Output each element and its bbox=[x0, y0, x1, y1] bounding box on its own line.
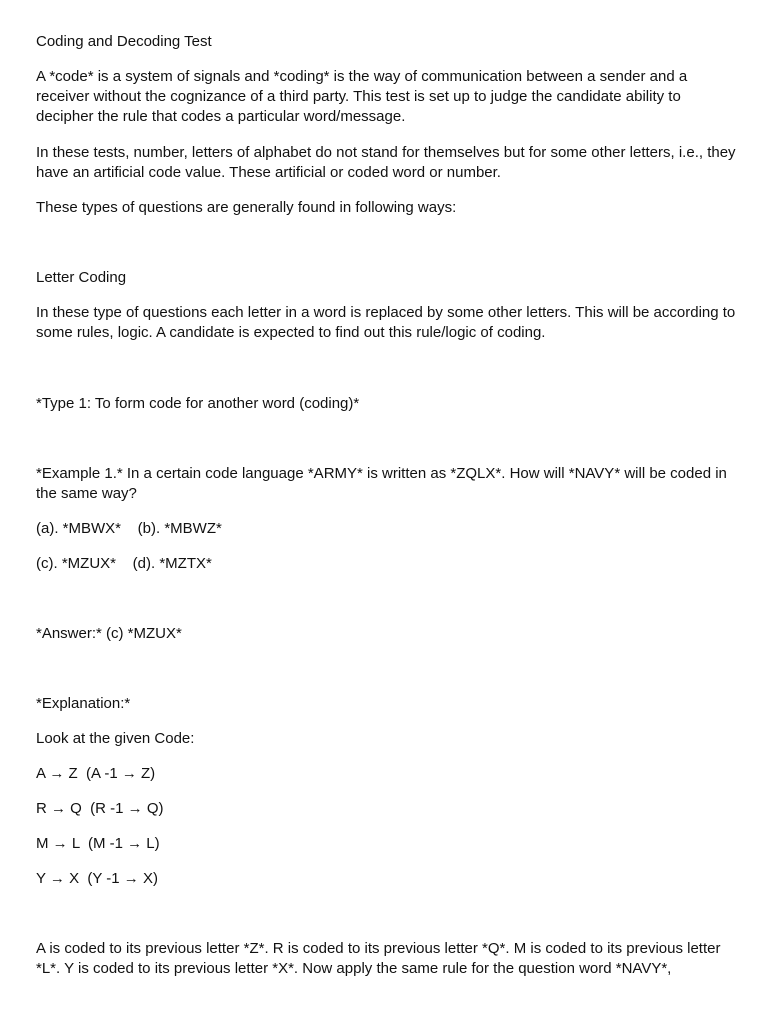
example-question: *Example 1.* In a certain code language *ARMY* is written as *ZQLX*. How will *NAVY* will be coded in the same way? bbox=[36, 465, 732, 502]
section-paragraph: In these type of questions each letter in a word is replaced by some other letters. This will be according to some rules, logic. A candidate is expected to find out this rule/logic of coding. bbox=[36, 304, 740, 341]
code-row: Y → X (Y -1 → X) bbox=[36, 870, 158, 887]
section-heading-letter-coding: Letter Coding bbox=[36, 269, 127, 286]
intro-paragraph-2: In these tests, number, letters of alphabet do not stand for themselves but for some other letters, i.e., they have an artificial code value. These artificial or coded word or number. bbox=[36, 144, 740, 181]
code-row: M → L (M -1 → L) bbox=[36, 835, 160, 852]
intro-paragraph-3: These types of questions are generally found in following ways: bbox=[36, 199, 457, 216]
answer-line: *Answer:* (c) *MZUX* bbox=[36, 625, 182, 642]
type-heading: *Type 1: To form code for another word (coding)* bbox=[36, 395, 360, 412]
options-row-1: (a). *MBWX* (b). *MBWZ* bbox=[36, 520, 222, 537]
document-title: Coding and Decoding Test bbox=[36, 33, 212, 50]
intro-paragraph-1: A *code* is a system of signals and *coding* is the way of communication between a sender and a receiver without the cognizance of a third party. This test is set up to judge the candidate ability to decipher the rule that codes a particular word/message. bbox=[36, 68, 692, 125]
code-row: A → Z (A -1 → Z) bbox=[36, 765, 156, 782]
conclusion-paragraph: A is coded to its previous letter *Z*. R is coded to its previous letter *Q*. M is coded to its previous letter *L*. Y is coded to its previous letter *X*. Now apply the same rule for the question word *NAVY*, bbox=[36, 940, 725, 977]
options-row-2: (c). *MZUX* (d). *MZTX* bbox=[36, 555, 212, 572]
code-row: R → Q (R -1 → Q) bbox=[36, 800, 164, 817]
explanation-intro: Look at the given Code: bbox=[36, 730, 195, 747]
explanation-heading: *Explanation:* bbox=[36, 695, 131, 712]
